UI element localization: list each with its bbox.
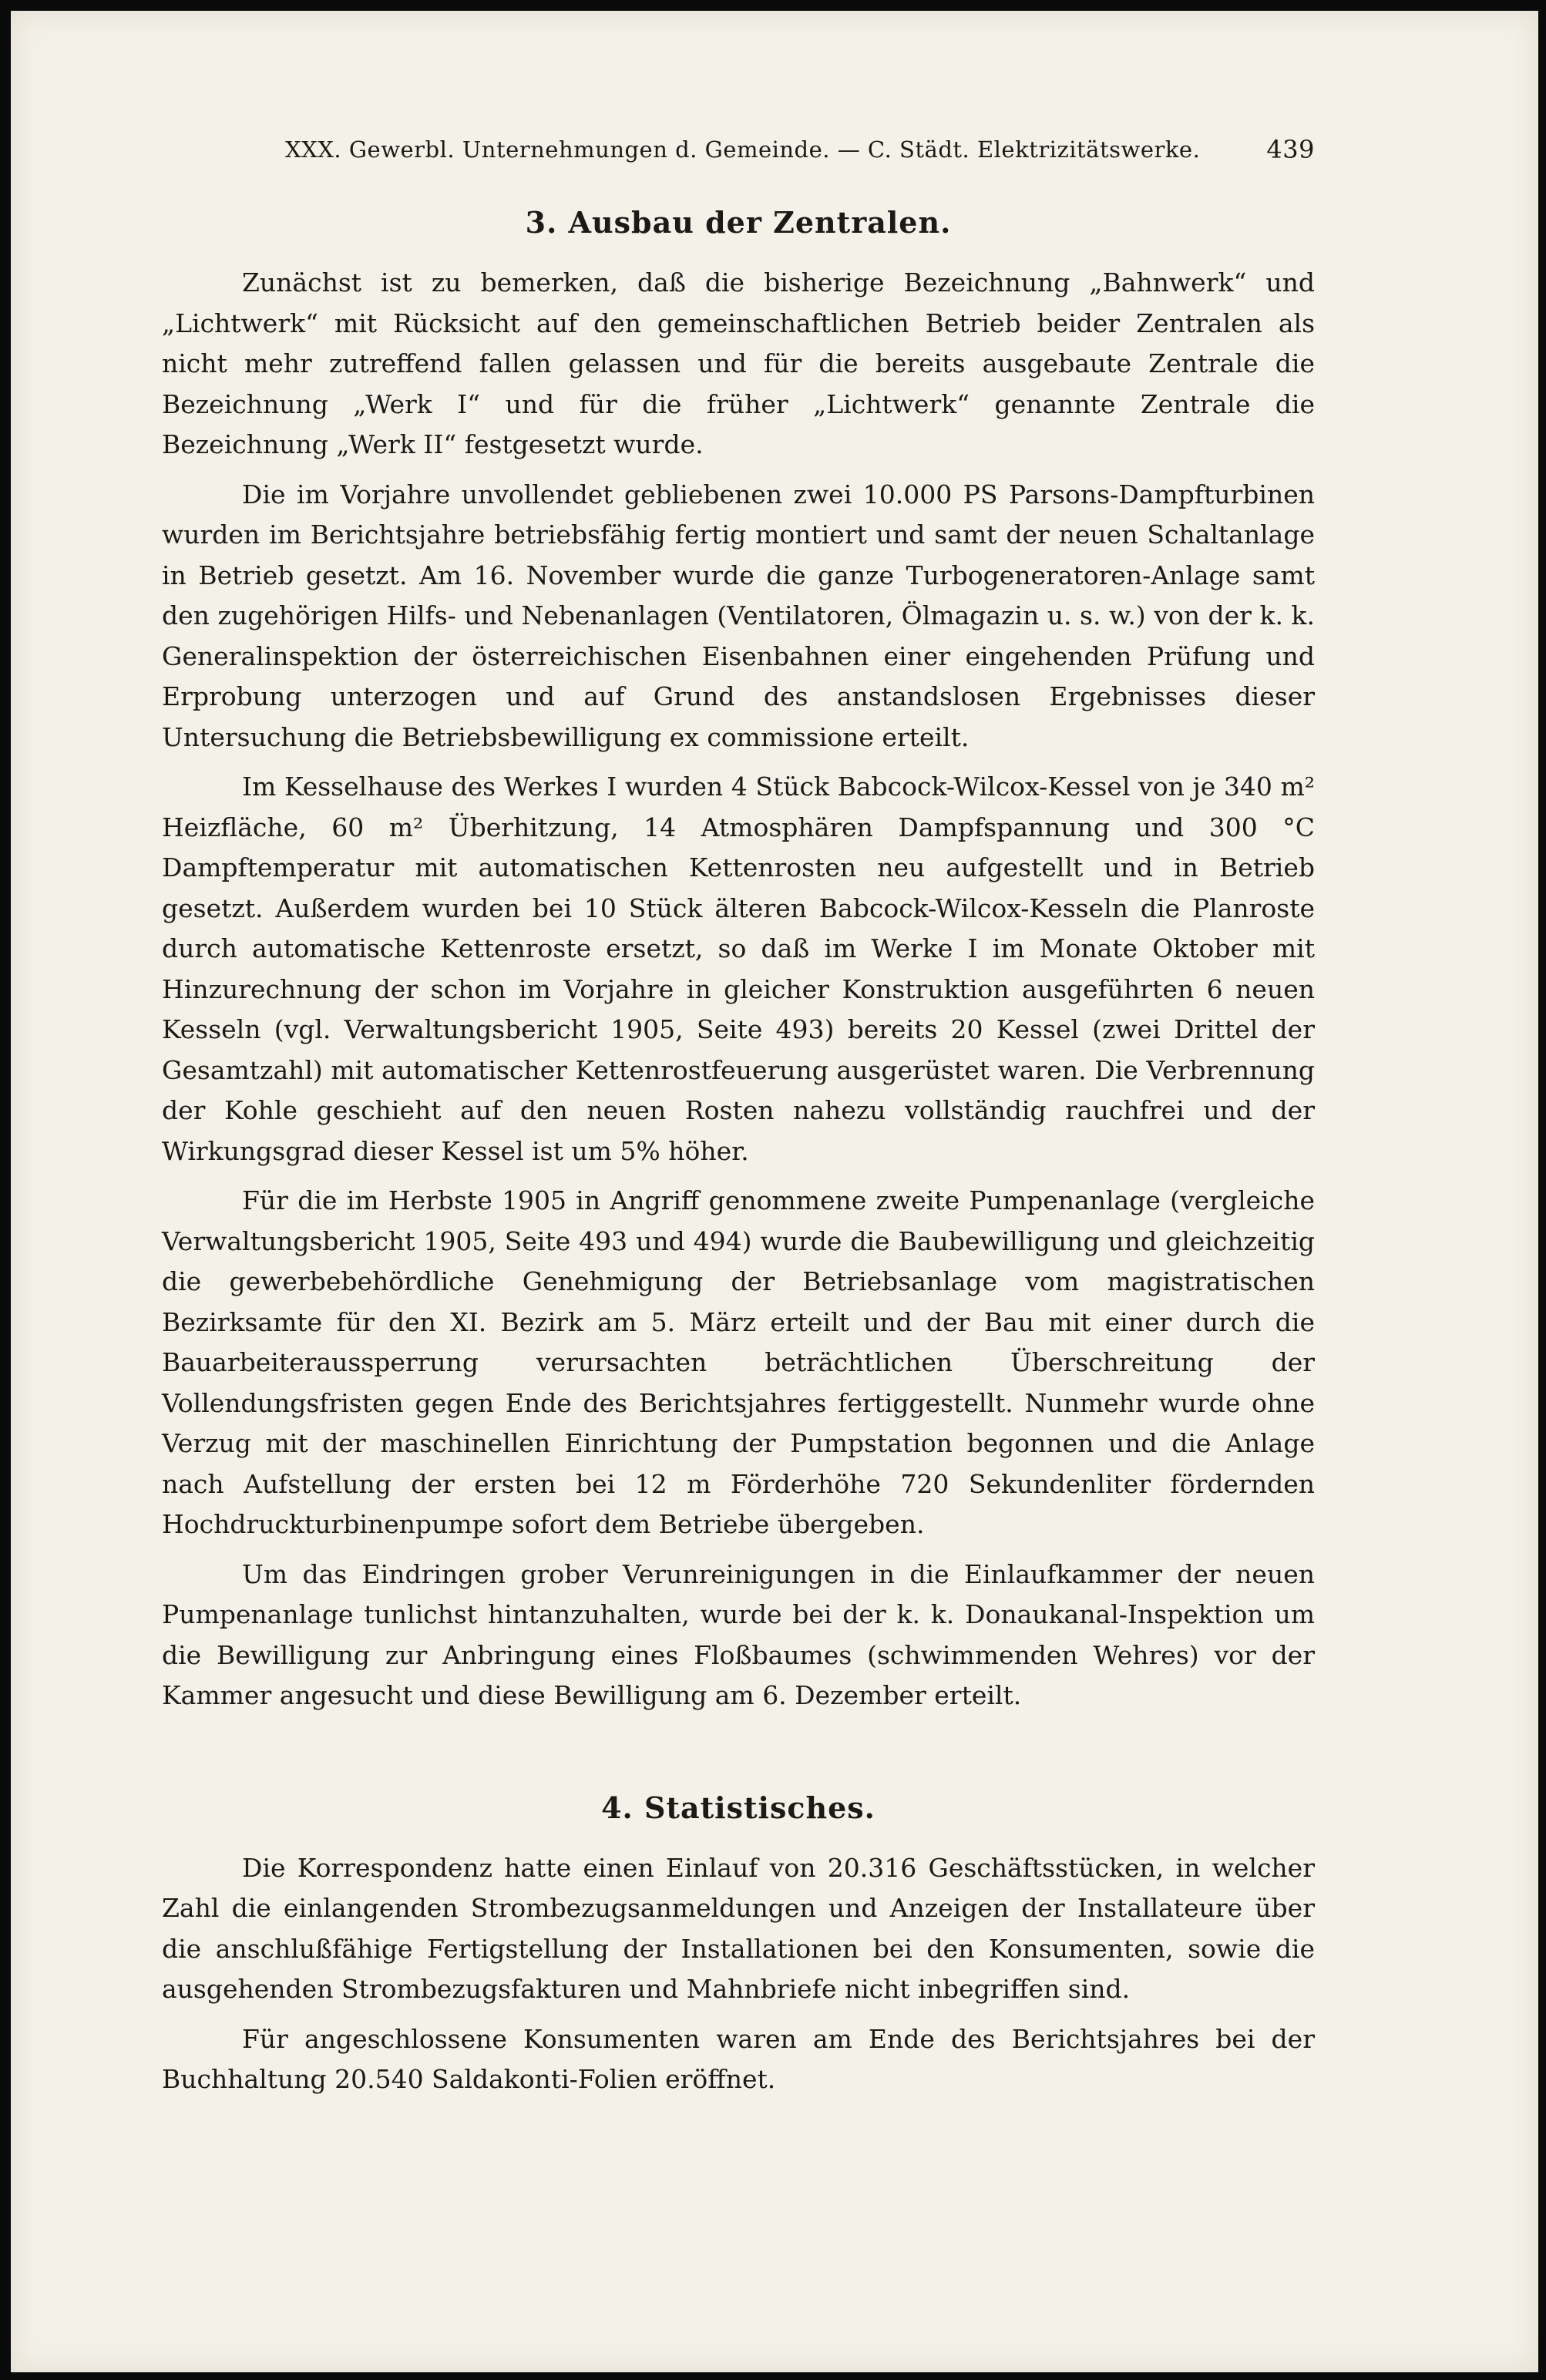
section-title-ausbau: 3. Ausbau der Zentralen. <box>525 205 952 240</box>
running-head <box>162 126 1315 173</box>
paragraph: Zunächst ist zu bemerken, daß die bisherige Bezeichnung „Bahnwerk“ und „Lichtwerk“ mit Rücksicht auf den gemeinschaftlichen Betrieb beider Zentralen als nicht mehr zutreffend fallen gelassen und für die bereits ausgebaute Zentrale die Bezeichnung „Werk I“ und für die früher „Lichtwerk“ genannte Zentrale die Bezeichnung „Werk II“ festgesetzt wurde. <box>162 267 1315 459</box>
paragraph: Im Kesselhause des Werkes I wurden 4 Stück Babcock-Wilcox-Kessel von je 340 m² Heizfläche, 60 m² Überhitzung, 14 Atmosphären Dampfspannung und 300 °C Dampftemperatur mit automatischen Kettenrosten neu aufgestellt und in Betrieb gesetzt. Außerdem wurden bei 10 Stück älteren Babcock-Wilcox-Kesseln die Planroste durch automatische Kettenroste ersetzt, so daß im Werke I im Monate Oktober mit Hinzurechnung der schon im Vorjahre in gleicher Konstruktion ausgeführten 6 neuen Kesseln (vgl. Verwaltungsbericht 1905, Seite 493) bereits 20 Kessel (zwei Drittel der Gesamtzahl) mit automatischer Kettenrostfeuerung ausgerüstet waren. Die Verbrennung der Kohle geschieht auf den neuen Rosten nahezu vollständig rauchfrei und der Wirkungsgrad dieser Kessel ist um 5% höher. <box>162 771 1315 1166</box>
paragraph: Um das Eindringen grober Verunreinigungen in die Einlaufkammer der neuen Pumpenanlage tunlichst hintanzuhalten, wurde bei der k. k. Donaukanal-Inspektion um die Bewilligung zur Anbringung eines Floßbaumes (schwimmenden Wehres) vor der Kammer angesucht und diese Bewilligung am 6. Dezember erteilt. <box>162 1558 1315 1710</box>
paragraph: Für angeschlossene Konsumenten waren am Ende des Berichtsjahres bei der Buchhaltung 20.540 Saldakonti-Folien eröffnet. <box>162 2023 1315 2094</box>
paragraph: Die im Vorjahre unvollendet gebliebenen zwei 10.000 PS Parsons-Dampfturbinen wurden im Berichtsjahre betriebsfähig fertig montiert und samt der neuen Schaltanlage in Betrieb gesetzt. Am 16. November wurde die ganze Turbogeneratoren-Anlage samt den zugehörigen Hilfs- und Nebenanlagen (Ventilatoren, Ölmagazin u. s. w.) von der k. k. Generalinspektion der österreichischen Eisenbahnen einer eingehenden Prüfung und Erprobung unterzogen und auf Grund des anstandslosen Ergebnisses dieser Untersuchung die Betriebsbewilligung ex commissione erteilt. <box>162 479 1315 752</box>
page-number: 439 <box>1266 135 1315 164</box>
section-title-statistisches: 4. Statistisches. <box>601 1790 876 1825</box>
paragraph: Die Korrespondenz hatte einen Einlauf von 20.316 Geschäftsstücken, in welcher Zahl die einlangenden Strombezugsanmeldungen und Anzeigen der Installateure über die anschlußfähige Fertigstellung der Installationen bei den Konsumenten, sowie die ausgehenden Strombezugsfakturen und Mahnbriefe nicht inbegriffen sind. <box>162 1852 1315 2004</box>
scanned-page <box>11 11 1538 2372</box>
page-content <box>162 126 1315 2100</box>
paragraph: Für die im Herbste 1905 in Angriff genommene zweite Pumpenanlage (vergleiche Verwaltungsbericht 1905, Seite 493 und 494) wurde die Baubewilligung und gleichzeitig die gewerbebehördliche Genehmigung der Betriebsanlage vom magistratischen Bezirksamte für den XI. Bezirk am 5. März erteilt und der Bau mit einer durch die Bauarbeiteraussperrung verursachten beträchtlichen Überschreitung der Vollendungsfristen gegen Ende des Berichtsjahres fertiggestellt. Nunmehr wurde ohne Verzug mit der maschinellen Einrichtung der Pumpstation begonnen und die Anlage nach Aufstellung der ersten bei 12 m Förderhöhe 720 Sekundenliter fördernden Hochdruckturbinenpumpe sofort dem Betriebe übergeben. <box>162 1185 1315 1539</box>
running-head-text: XXX. Gewerbl. Unternehmungen d. Gemeinde. — C. Städt. Elektrizitätswerke. <box>285 136 1201 163</box>
